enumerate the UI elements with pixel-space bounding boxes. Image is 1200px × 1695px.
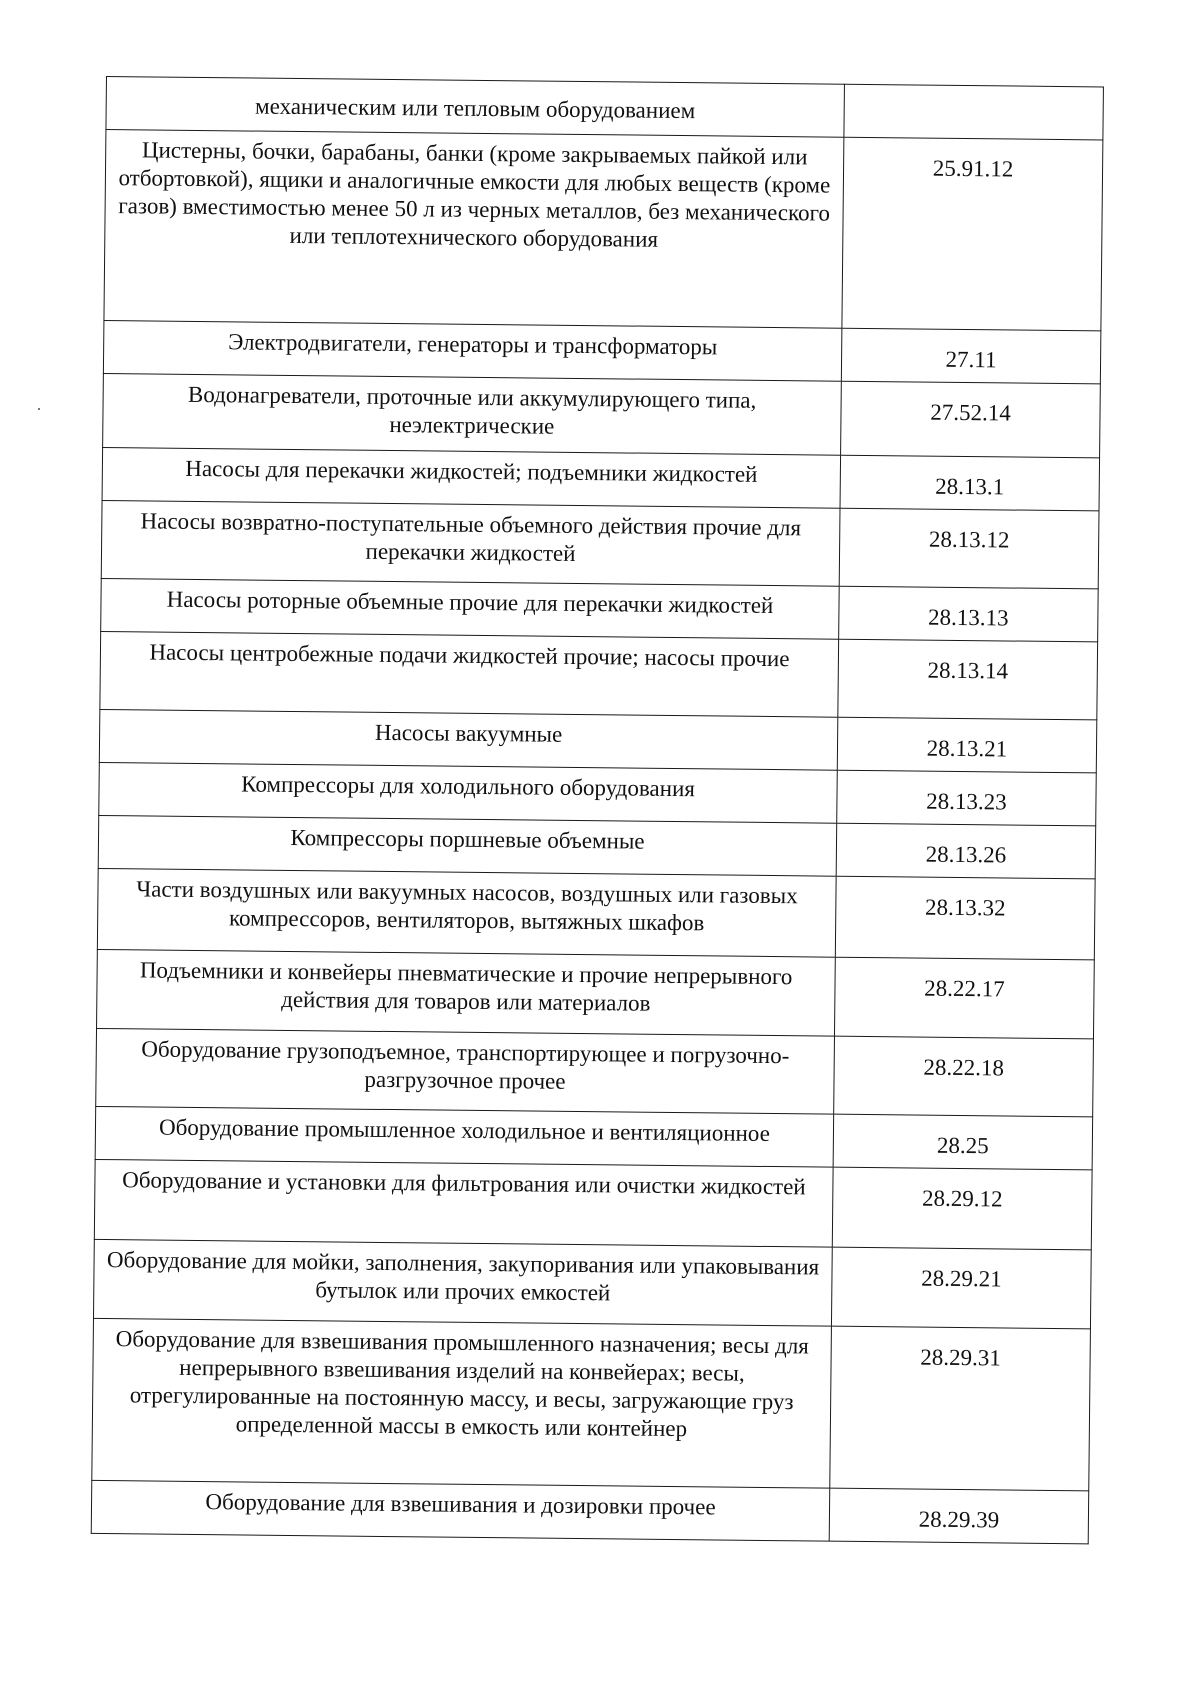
product-name-cell: Части воздушных или вакуумных насосов, воздушных или газовых компрессоров, вентиляторов, вытяжных шкафов bbox=[97, 868, 836, 957]
code-cell: 28.13.21 bbox=[837, 717, 1097, 773]
table-row bbox=[91, 1480, 1089, 1543]
code-cell: 28.25 bbox=[833, 1114, 1093, 1170]
code-cell: 28.13.23 bbox=[837, 770, 1097, 826]
product-name-cell: Оборудование для взвешивания промышленного назначения; весы для непрерывного взвешивания изделий на конвейерах; весы, отрегулированные на постоянную массу, и весы, загружающие груз определенной массы в емкость или контейнер bbox=[92, 1318, 832, 1488]
code-cell: 28.22.18 bbox=[834, 1036, 1094, 1117]
product-name-cell: механическим или тепловым оборудованием bbox=[106, 77, 845, 138]
table-row bbox=[104, 130, 1103, 331]
table-row bbox=[93, 1239, 1091, 1328]
product-name-cell: Цистерны, бочки, барабаны, банки (кроме закрываемых пайкой или отбортовкой), ящики и аналогичные емкости для любых веществ (кроме газов) вместимостью менее 50 л из черных металлов, без механического или теплотехнического оборудования bbox=[104, 130, 844, 329]
okpd-code-table bbox=[91, 76, 1104, 1544]
code-cell: 28.13.32 bbox=[835, 876, 1095, 960]
product-name-cell: Насосы центробежные подачи жидкостей прочие; насосы прочие bbox=[100, 631, 839, 717]
product-name-cell: Оборудование для мойки, заполнения, закупоривания или упаковывания бутылок или прочих емкостей bbox=[93, 1239, 832, 1326]
code-cell: 27.11 bbox=[841, 328, 1101, 384]
product-name-cell: Оборудование для взвешивания и дозировки прочее bbox=[91, 1480, 830, 1541]
product-name-cell: Электродвигатели, генераторы и трансформаторы bbox=[103, 320, 842, 381]
code-cell: 28.29.39 bbox=[829, 1488, 1089, 1544]
table-row bbox=[103, 373, 1101, 457]
product-name-cell: Оборудование промышленное холодильное и вентиляционное bbox=[95, 1106, 834, 1167]
code-cell: 25.91.12 bbox=[842, 137, 1103, 331]
code-cell: 28.13.14 bbox=[838, 639, 1098, 720]
product-name-cell: Водонагреватели, проточные или аккумулирующего типа, неэлектрические bbox=[103, 373, 842, 455]
product-name-cell: Оборудование грузоподъемное, транспортирующее и погрузочно-разгрузочное прочее bbox=[96, 1028, 835, 1114]
code-cell: 28.29.31 bbox=[830, 1326, 1091, 1491]
code-cell: 28.29.21 bbox=[831, 1247, 1091, 1329]
table-row bbox=[92, 1318, 1091, 1490]
code-cell: 28.13.12 bbox=[839, 508, 1099, 589]
product-name-cell: Насосы возвратно-поступательные объемного действия прочие для перекачки жидкостей bbox=[101, 500, 840, 586]
product-name-cell: Насосы роторные объемные прочие для перекачки жидкостей bbox=[101, 578, 840, 639]
product-name-cell: Оборудование и установки для фильтрования или очистки жидкостей bbox=[94, 1159, 833, 1247]
product-name-cell: Компрессоры для холодильного оборудования bbox=[99, 762, 838, 823]
product-name-cell: Компрессоры поршневые объемные bbox=[98, 815, 837, 876]
scan-speck bbox=[38, 408, 40, 410]
table-row bbox=[97, 949, 1095, 1038]
table-row bbox=[100, 631, 1098, 719]
code-cell: 27.52.14 bbox=[841, 381, 1101, 458]
code-cell: 28.29.12 bbox=[832, 1167, 1092, 1250]
code-cell: 28.13.26 bbox=[836, 823, 1096, 879]
product-name-cell: Насосы для перекачки жидкостей; подъемники жидкостей bbox=[102, 447, 841, 508]
product-name-cell: Подъемники и конвейеры пневматические и прочие непрерывного действия для товаров или материалов bbox=[97, 949, 836, 1036]
table-row bbox=[96, 1028, 1094, 1116]
table-row bbox=[94, 1159, 1092, 1249]
table-row bbox=[101, 500, 1099, 588]
code-cell: 28.13.1 bbox=[840, 455, 1100, 511]
product-name-cell: Насосы вакуумные bbox=[99, 709, 838, 770]
code-cell: 28.13.13 bbox=[839, 586, 1099, 642]
code-cell: 28.22.17 bbox=[834, 957, 1094, 1039]
code-cell bbox=[844, 84, 1104, 140]
table-row bbox=[97, 868, 1095, 959]
